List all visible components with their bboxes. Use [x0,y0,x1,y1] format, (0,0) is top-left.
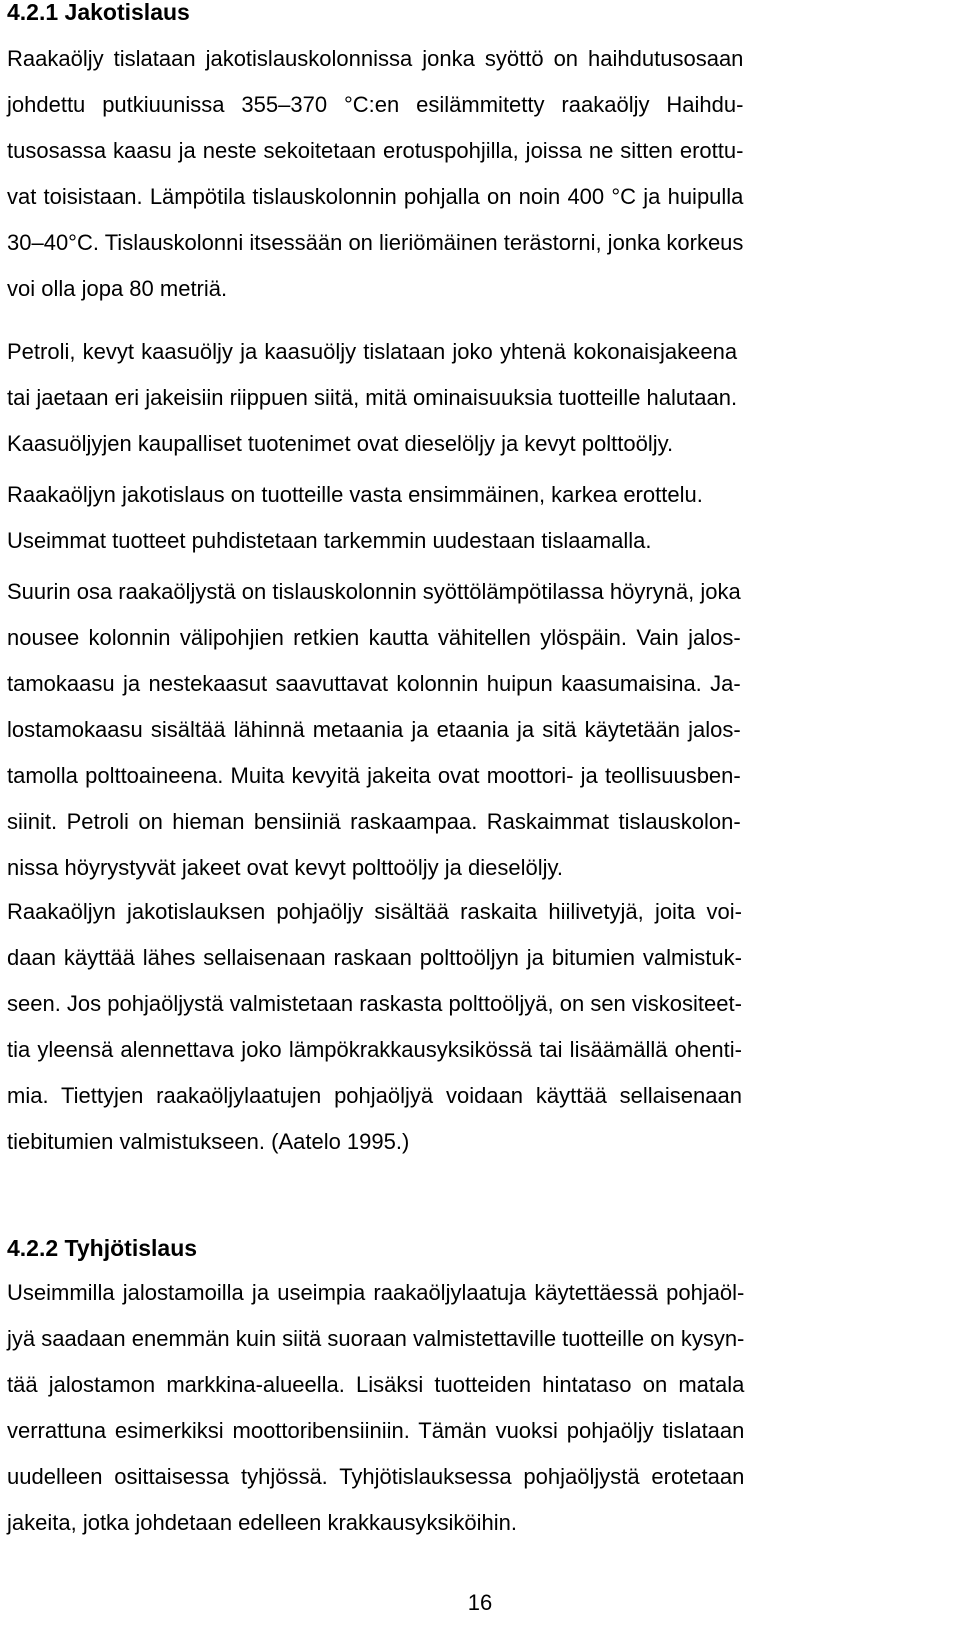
text-line: nousee kolonnin välipohjien retkien kautta vähitellen ylöspäin. Vain jalos- [7,625,741,650]
text-line: johdettu putkiuunissa 355–370 °C:en esilämmitetty raakaöljy Haihdu- [7,92,744,117]
text-line: seen. Jos pohjaöljystä valmistetaan raskasta polttoöljyä, on sen viskositeet- [7,991,742,1016]
paragraph-tyhjotislaus [7,1270,744,1546]
text-line: Kaasuöljyjen kaupalliset tuotenimet ovat dieselöljy ja kevyt polttoöljy. [7,431,674,456]
text-line: jyä saadaan enemmän kuin siitä suoraan valmistettaville tuotteille on kysyn- [7,1326,745,1351]
paragraph-jakotislaus-intro [7,36,743,312]
text-line: nissa höyrystyvät jakeet ovat kevyt polttoöljy ja dieselöljy. [7,855,563,880]
text-line: tia yleensä alennettava joko lämpökrakkausyksikössä tai lisäämällä ohenti- [7,1037,742,1062]
text-line: Suurin osa raakaöljystä on tislauskolonnin syöttölämpötilassa höyrynä, joka [7,579,741,604]
text-line: 30–40°C. Tislauskolonni itsessään on lieriömäinen terästorni, jonka korkeus [7,230,744,255]
text-line: verrattuna esimerkiksi moottoribensiiniin. Tämän vuoksi pohjaöljy tislataan [7,1418,745,1443]
text-line: tusosassa kaasu ja neste sekoitetaan erotuspohjilla, joissa ne sitten erottu- [7,138,744,163]
paragraph-hoyry [7,569,741,891]
text-line: Raakaöljyn jakotislauksen pohjaöljy sisältää raskaita hiilivetyjä, joita voi- [7,899,742,924]
paragraph-erottelu [7,472,703,564]
text-line: daan käyttää lähes sellaisenaan raskaan polttoöljyn ja bitumien valmistuk- [7,945,742,970]
text-line: Petroli, kevyt kaasuöljy ja kaasuöljy tislataan joko yhtenä kokonaisjakeena [7,339,738,364]
text-line: Raakaöljyn jakotislaus on tuotteille vasta ensimmäinen, karkea erottelu. [7,482,703,507]
text-line: tai jaetaan eri jakeisiin riippuen siitä, mitä ominaisuuksia tuotteille halutaan. [7,385,738,410]
text-line: tamolla polttoaineena. Muita kevyitä jakeita ovat moottori- ja teollisuusben- [7,763,741,788]
text-line: Raakaöljy tislataan jakotislauskolonnissa jonka syöttö on haihdutusosaan [7,46,744,71]
page-number: 16 [467,1590,493,1615]
text-line: siinit. Petroli on hieman bensiiniä raskaampaa. Raskaimmat tislauskolon- [7,809,741,834]
text-line: vat toisistaan. Lämpötila tislauskolonnin pohjalla on noin 400 °C ja huipulla [7,184,744,209]
text-line: lostamokaasu sisältää lähinnä metaania ja etaania ja sitä käytetään jalos- [7,717,741,742]
section-heading-tyhjotislaus: 4.2.2 Tyhjötislaus [7,1235,198,1261]
paragraph-petroli [7,329,737,467]
text-line: tamokaasu ja nestekaasut saavuttavat kolonnin huipun kaasumaisina. Ja- [7,671,741,696]
text-line: mia. Tiettyjen raakaöljylaatujen pohjaöljyä voidaan käyttää sellaisenaan [7,1083,742,1108]
text-line: jakeita, jotka johdetaan edelleen krakkausyksiköihin. [7,1510,517,1535]
text-line: voi olla jopa 80 metriä. [7,276,228,301]
text-line: uudelleen osittaisessa tyhjössä. Tyhjötislauksessa pohjaöljystä erotetaan [7,1464,745,1489]
text-line: tää jalostamon markkina-alueella. Lisäksi tuotteiden hintataso on matala [7,1372,745,1397]
text-line: tiebitumien valmistukseen. (Aatelo 1995.) [7,1129,410,1154]
section-heading-jakotislaus: 4.2.1 Jakotislaus [7,0,190,25]
text-line: Useimmat tuotteet puhdistetaan tarkemmin uudestaan tislaamalla. [7,528,652,553]
paragraph-pohjaoljy [7,889,742,1165]
text-line: Useimmilla jalostamoilla ja useimpia raakaöljylaatuja käytettäessä pohjaöl- [7,1280,745,1305]
